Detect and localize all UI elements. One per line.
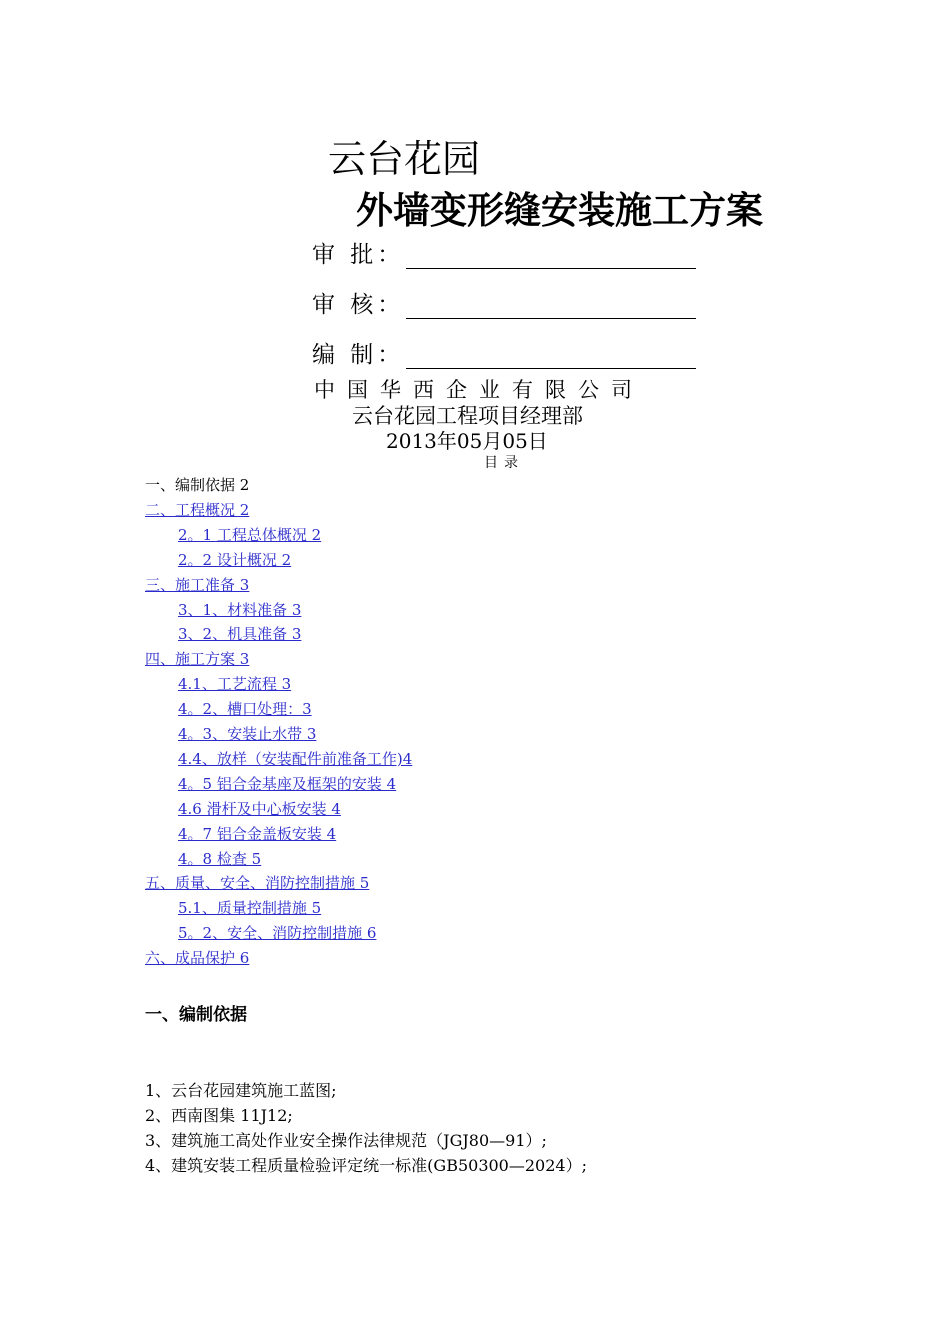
toc-item[interactable]: 3、1、材料准备 3 <box>178 600 302 619</box>
toc-item[interactable]: 2。1 工程总体概况 2 <box>178 525 322 544</box>
signature-label: 审 批： <box>312 242 405 268</box>
organization-name: 中国华西企业有限公司 <box>314 378 644 402</box>
document-date: 2013年05月05日 <box>386 429 548 453</box>
toc-item[interactable]: 4。8 检查 5 <box>178 849 262 868</box>
toc-item[interactable]: 五、质量、安全、消防控制措施 5 <box>145 874 370 893</box>
signature-line <box>406 246 696 269</box>
reference-item: 1、云台花园建筑施工蓝图; <box>145 1081 337 1100</box>
toc-heading: 目录 <box>484 455 524 471</box>
toc-item[interactable]: 4。7 铝合金盖板安装 4 <box>178 824 337 843</box>
toc-item[interactable]: 六、成品保护 6 <box>145 949 250 968</box>
toc-item[interactable]: 4。2、槽口处理：3 <box>178 700 312 719</box>
toc-item[interactable]: 4.4、放样（安装配件前准备工作)4 <box>178 749 413 768</box>
signature-label: 编 制： <box>312 342 405 368</box>
signature-row-approve <box>312 236 696 269</box>
reference-item: 3、建筑施工高处作业安全操作法律规范（JGJ80—91）; <box>145 1131 547 1150</box>
reference-item: 4、建筑安装工程质量检验评定统一标准(GB50300—2024）; <box>145 1156 587 1175</box>
toc-item[interactable]: 4.1、工艺流程 3 <box>178 675 292 694</box>
signature-row-compile <box>312 336 696 369</box>
toc-item[interactable]: 5。2、安全、消防控制措施 6 <box>178 924 377 943</box>
document-title-line1: 云台花园 <box>328 137 481 181</box>
toc-item[interactable]: 3、2、机具准备 3 <box>178 625 302 644</box>
toc-item[interactable]: 三、施工准备 3 <box>145 575 250 594</box>
toc-item[interactable]: 4.6 滑杆及中心板安装 4 <box>178 799 341 818</box>
toc-item[interactable]: 2。2 设计概况 2 <box>178 550 292 569</box>
signature-line <box>406 296 696 319</box>
department-name: 云台花园工程项目经理部 <box>352 404 583 428</box>
reference-item: 2、西南图集 11J12; <box>145 1106 293 1125</box>
signature-label: 审 核： <box>312 292 405 318</box>
toc-item: 一、编制依据 2 <box>145 476 250 494</box>
section-heading: 一、编制依据 <box>145 1005 247 1025</box>
signature-row-review <box>312 286 696 319</box>
toc-item[interactable]: 4。3、安装止水带 3 <box>178 725 317 743</box>
toc-item[interactable]: 二、工程概况 2 <box>145 500 250 519</box>
toc-item[interactable]: 5.1、质量控制措施 5 <box>178 899 322 918</box>
signature-line <box>406 346 696 369</box>
toc-item[interactable]: 4。5 铝合金基座及框架的安装 4 <box>178 774 397 793</box>
toc-item[interactable]: 四、施工方案 3 <box>145 650 250 669</box>
document-title-line2: 外墙变形缝安装施工方案 <box>356 189 763 232</box>
